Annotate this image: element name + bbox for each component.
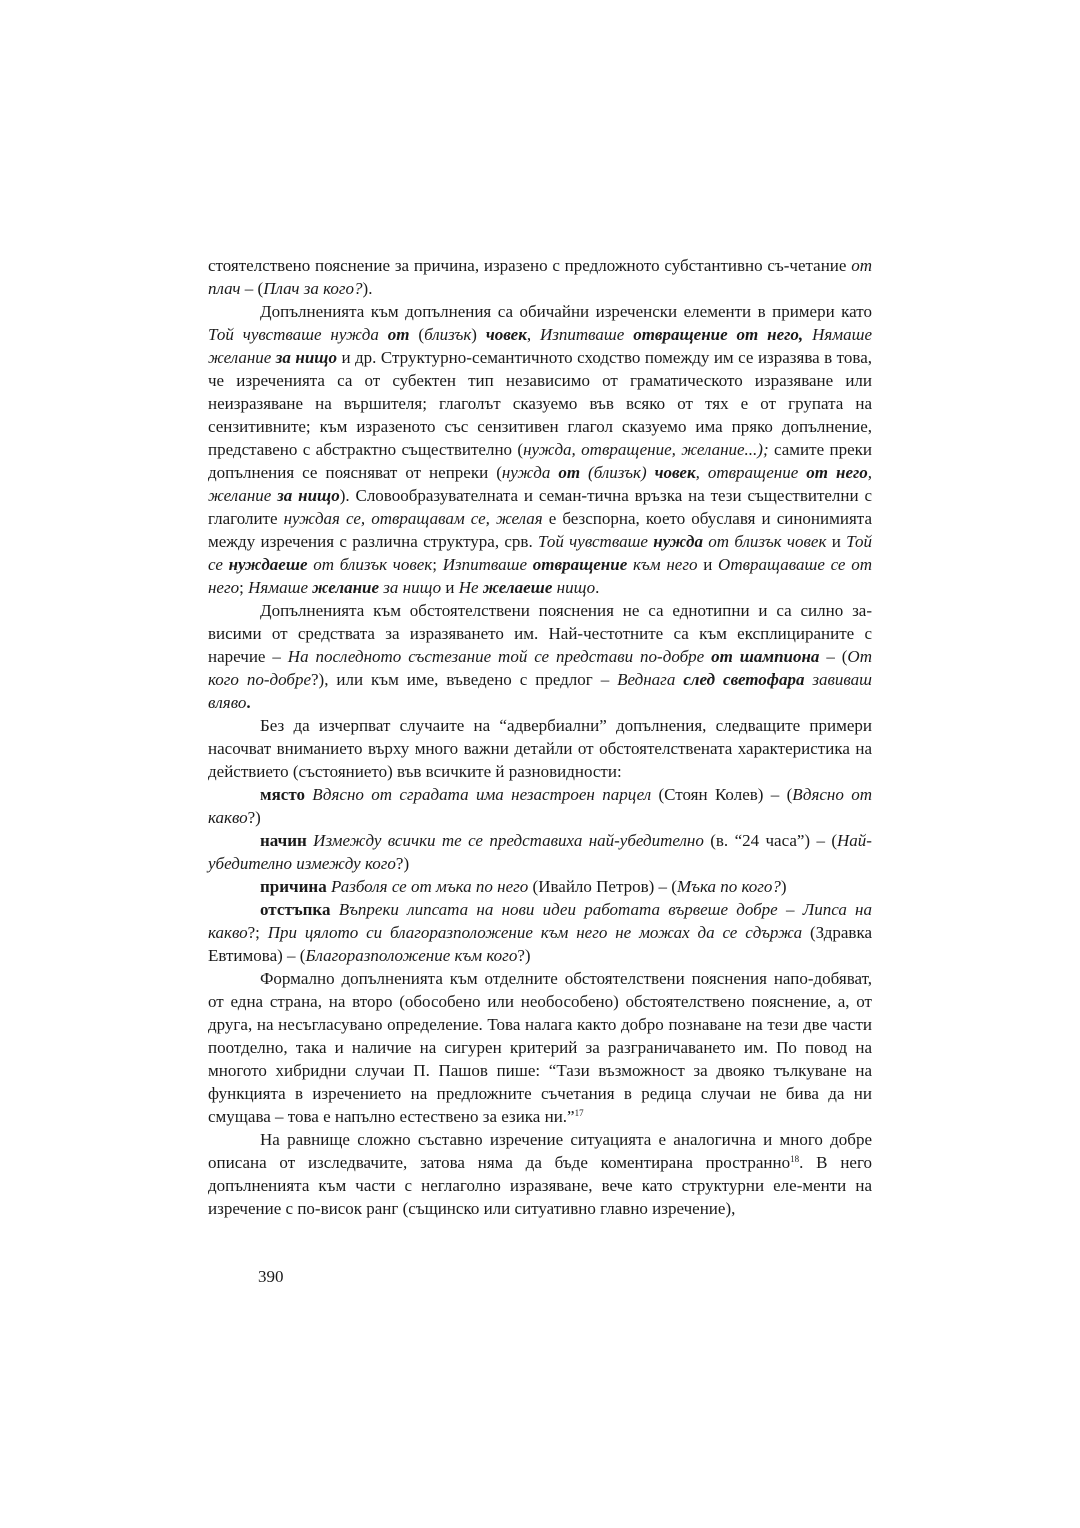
text-run: и bbox=[441, 578, 459, 597]
text-run: На равнище сложно съставно изречение ситуацията е аналогична и много добре описана от изследвачите, затова няма да бъде коментирана пространно bbox=[208, 1130, 872, 1172]
example-concession bbox=[208, 898, 872, 967]
example-bold-italic: отвращение от него, bbox=[633, 325, 804, 344]
text-run: . В него допълненията към части с неглаголно изразяване, вече като структурни еле-менти на изречение с по-висок ранг (същинско или ситуативно главно изречение), bbox=[208, 1153, 873, 1218]
example-manner bbox=[208, 829, 872, 875]
footnote-marker: 18 bbox=[790, 1154, 800, 1164]
text-run: (Стоян Колев) – ( bbox=[651, 785, 793, 804]
example-italic: Въпреки липсата на нови идеи работата вървеше добре – Липса на какво bbox=[208, 900, 872, 942]
text-run: ) bbox=[780, 877, 787, 896]
example-bold-italic: след светофара bbox=[683, 670, 805, 689]
text-run: (Здравка Евтимова) – ( bbox=[208, 923, 872, 965]
example-label: отстъпка bbox=[260, 900, 331, 919]
example-italic: нищо bbox=[552, 578, 596, 597]
example-label: място bbox=[260, 785, 305, 804]
example-italic: от плач bbox=[208, 256, 872, 298]
example-bold-italic: за нищо bbox=[275, 348, 337, 367]
example-bold-italic: от bbox=[387, 325, 410, 344]
example-italic: близък bbox=[424, 325, 472, 344]
text-run: ) bbox=[471, 325, 486, 344]
text-run: (в. “24 часа”) – ( bbox=[703, 831, 838, 850]
example-italic: нужда bbox=[501, 463, 559, 482]
example-italic: Благоразположение към кого bbox=[305, 946, 518, 965]
example-italic: за нищо bbox=[379, 578, 442, 597]
example-bold-italic: човек bbox=[485, 325, 527, 344]
example-bold-italic: отвращение bbox=[532, 555, 628, 574]
example-italic: Изпитваше bbox=[442, 555, 533, 574]
example-italic: нуждая се, отвращавам се, желая bbox=[283, 509, 543, 528]
text-run: ). Словообразувателната и семан-тична връзка на тези съществителни с глаголите bbox=[208, 486, 873, 528]
text-run: и bbox=[826, 532, 847, 551]
text-run: стоятелствено пояснение за причина, изразено с предложното субстантивно съ-четание bbox=[208, 256, 852, 275]
example-italic: На последното състезание той се представи по-добре bbox=[287, 647, 712, 666]
text-run: ; bbox=[239, 578, 249, 597]
example-bold-italic: човек bbox=[654, 463, 696, 482]
text-run: ?), или към име, въведено с предлог – bbox=[311, 670, 618, 689]
example-italic: Той чувстваше нужда bbox=[208, 325, 388, 344]
text-run: . bbox=[246, 693, 251, 712]
example-italic: завиваш вляво bbox=[208, 670, 873, 712]
example-italic: Отвращаваше се от него bbox=[208, 555, 872, 597]
text-run: – ( bbox=[819, 647, 848, 666]
example-italic: Той се bbox=[208, 532, 872, 574]
example-italic: От кого по-добре bbox=[208, 647, 872, 689]
example-bold-italic: за нищо bbox=[277, 486, 340, 505]
text-run: (Ивайло Петров) – ( bbox=[528, 877, 677, 896]
text-run: Допълненията към допълнения са обичайни изреченски елементи в примери като bbox=[260, 302, 872, 321]
example-italic: Разболя се от мъка по него bbox=[326, 877, 529, 896]
paragraph-4: Без да изчерпват случаите на “адвербиални” допълнения, следващите примери насочват вниманието върху много важни детайли от обстоятелствената характеристика на действието (състоянието) във всичките й разновидности: bbox=[208, 716, 872, 781]
example-italic: Изпитваше bbox=[539, 325, 634, 344]
example-italic: Измежду всички те се представиха най-убедително bbox=[306, 831, 704, 850]
text-run: ). bbox=[362, 279, 373, 298]
example-italic: Нямаше желание bbox=[208, 325, 872, 367]
example-italic: от близък човек bbox=[702, 532, 827, 551]
example-italic: (близък) bbox=[580, 463, 655, 482]
example-label: причина bbox=[260, 877, 327, 896]
text-run: ?) bbox=[517, 946, 531, 965]
example-italic: , отвращение bbox=[695, 463, 807, 482]
example-italic: нужда, отвращение, желание...); bbox=[523, 440, 769, 459]
example-italic: Нямаше bbox=[248, 578, 313, 597]
text-run: ; bbox=[432, 555, 443, 574]
text-run: . bbox=[595, 578, 600, 597]
example-bold-italic: нуждаеше bbox=[228, 555, 308, 574]
text-run: – ( bbox=[240, 279, 264, 298]
example-bold-italic: от шампиона bbox=[711, 647, 820, 666]
example-italic: Мъка по кого? bbox=[676, 877, 781, 896]
text-run: и др. Структурно-семантичното сходство помежду им се изразява в това, че изреченията са от субектен тип независимо от граматическото изразяване или неизразяване на вършителя; глаголът сказуемо във всяко от тях е от групата на сензитивните; към изразеното със сензитивен глагол сказуемо има пряко допълнение, представено с абстрактно съществително ( bbox=[208, 348, 872, 459]
text-run bbox=[803, 325, 812, 344]
paragraph-1 bbox=[208, 254, 872, 300]
example-cause bbox=[208, 875, 872, 898]
example-italic: към него bbox=[627, 555, 698, 574]
example-italic: Вдясно от сградата има незастроен парцел bbox=[304, 785, 652, 804]
example-italic: Плач за кого? bbox=[263, 279, 363, 298]
text-run: ( bbox=[409, 325, 425, 344]
page-number: 390 bbox=[258, 1267, 284, 1286]
text-run: Допълненията към обстоятелствени пояснения не са еднотипни и са силно за-висими от средствата за изразяването им. Най-честотните са към експлицираните с наречие – bbox=[208, 601, 872, 666]
example-italic: Не bbox=[458, 578, 483, 597]
example-italic: При цялото си благоразположение към него не можах да се сдържа bbox=[267, 923, 803, 942]
example-italic: Веднага bbox=[617, 670, 684, 689]
example-italic: , желание bbox=[208, 463, 873, 505]
paragraph-2 bbox=[208, 300, 872, 599]
text-run: самите преки допълнения се поясняват от непреки ( bbox=[208, 440, 872, 482]
example-place bbox=[208, 783, 872, 829]
example-italic: Той чувстваше bbox=[538, 532, 654, 551]
example-bold-italic: нужда bbox=[653, 532, 703, 551]
text-run: ?; bbox=[247, 923, 268, 942]
example-bold-italic: от bbox=[558, 463, 581, 482]
example-bold-italic: от него bbox=[806, 463, 868, 482]
example-bold-italic: желание bbox=[312, 578, 380, 597]
text-run: ?) bbox=[395, 854, 410, 873]
paragraph-3 bbox=[208, 599, 872, 714]
paragraph-6 bbox=[208, 1128, 872, 1220]
text-run: , bbox=[526, 325, 540, 344]
text-run: е безспорна, което обуславя и синонимията между изречения с различна структура, срв. bbox=[208, 509, 872, 551]
example-bold-italic: желаеше bbox=[482, 578, 553, 597]
example-italic: Вдясно от какво bbox=[208, 785, 872, 827]
example-label: начин bbox=[260, 831, 307, 850]
text-run: ?) bbox=[247, 808, 261, 827]
text-run: и bbox=[697, 555, 719, 574]
footnote-marker: 17 bbox=[574, 1108, 584, 1118]
paragraph-5 bbox=[208, 967, 872, 1128]
page-body bbox=[208, 254, 872, 1220]
example-italic: Най-убедително измежду кого bbox=[208, 831, 872, 873]
text-run: Формално допълненията към отделните обстоятелствени пояснения напо-добяват, от една страна, на второ (обособено или необособено) обстоятелствено пояснение, а, от друга, на несъгласувано определение. Това налага както добро познаване на тези две части поотделно, така и наличие на сигурен критерий за разграничаването им. По повод на многото хибридни случаи П. Пашов пише: “Тази възможност за двояко тълкуване на функцията в изречението на предложните съчетания в редица случаи не бива да ни смущава – това е напълно естествено за езика ни.” bbox=[208, 969, 872, 1126]
example-italic: от близък човек bbox=[307, 555, 433, 574]
